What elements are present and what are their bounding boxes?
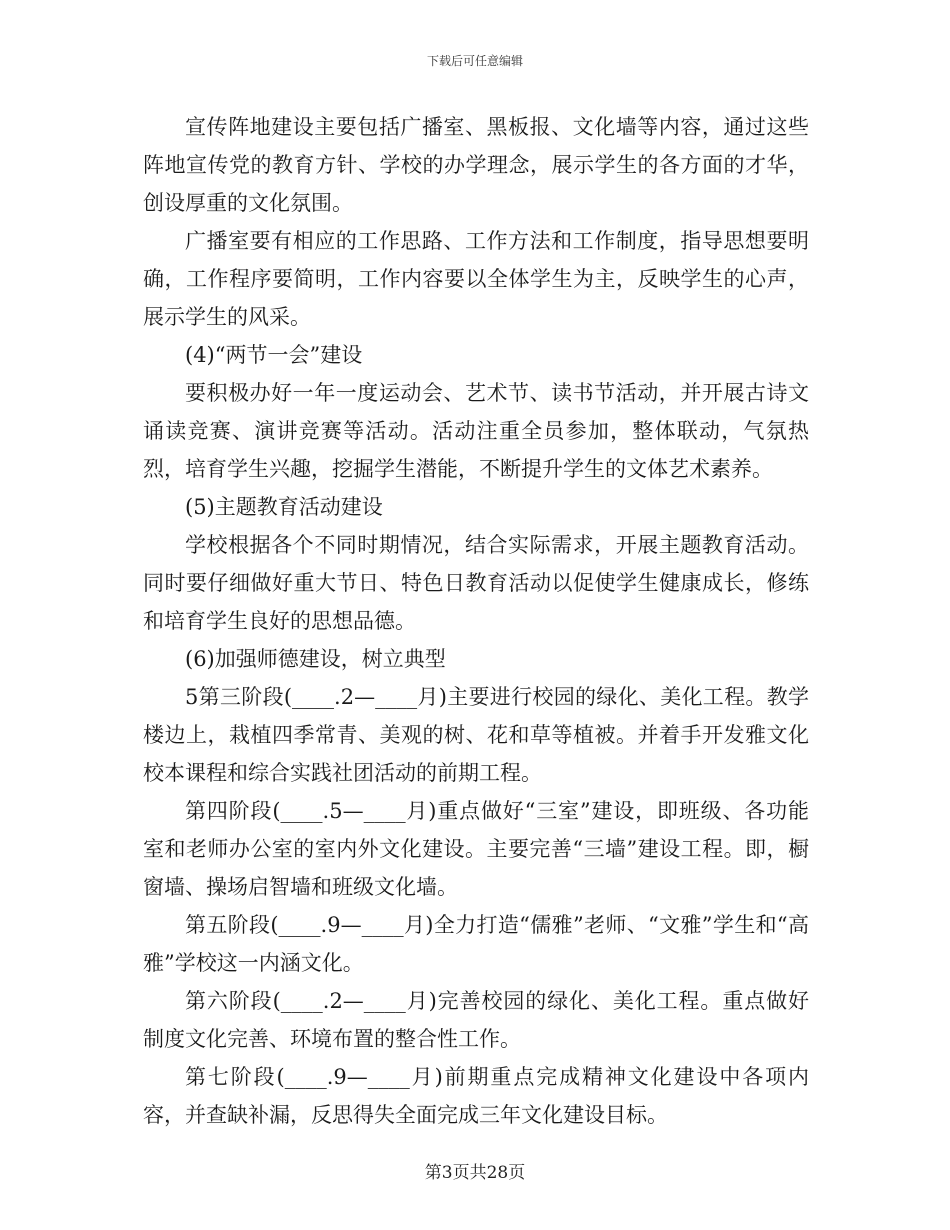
page-number: 第3页共28页 bbox=[424, 1163, 526, 1183]
paragraph-stage-three: 5第三阶段(____.2—____月)主要进行校园的绿化、美化工程。教学楼边上，栽植四季常青、美观的树、花和草等植被。并着手开发雅文化校本课程和综合实践社团活动的前期工程。 bbox=[143, 685, 809, 785]
paragraph-stage-seven: 第七阶段(____.9—____月)前期重点完成精神文化建设中各项内容，并查缺补漏，反思得失全面完成三年文化建设目标。 bbox=[143, 1065, 809, 1127]
heading-two-festivals: (4)“两节一会”建设 bbox=[185, 343, 363, 367]
paragraph-propaganda: 宣传阵地建设主要包括广播室、黑板报、文化墙等内容，通过这些阵地宣传党的教育方针、学校的办学理念，展示学生的各方面的才华，创设厚重的文化氛围。 bbox=[143, 115, 809, 215]
paragraph-stage-six: 第六阶段(____.2—____月)完善校园的绿化、美化工程。重点做好制度文化完善、环境布置的整合性工作。 bbox=[143, 989, 809, 1051]
paragraph-stage-five: 第五阶段(____.9—____月)全力打造“儒雅”老师、“文雅”学生和“高雅”学校这一内涵文化。 bbox=[143, 913, 809, 975]
heading-theme-education: (5)主题教育活动建设 bbox=[185, 495, 383, 519]
document-body bbox=[143, 108, 809, 1134]
paragraph-festivals: 要积极办好一年一度运动会、艺术节、读书节活动，并开展古诗文诵读竞赛、演讲竞赛等活动。活动注重全员参加，整体联动，气氛热烈，培育学生兴趣，挖掘学生潜能，不断提升学生的文体艺术素养。 bbox=[143, 381, 809, 481]
paragraph-broadcast-room: 广播室要有相应的工作思路、工作方法和工作制度，指导思想要明确，工作程序要简明，工作内容要以全体学生为主，反映学生的心声，展示学生的风采。 bbox=[143, 229, 809, 329]
paragraph-stage-four: 第四阶段(____.5—____月)重点做好“三室”建设，即班级、各功能室和老师办公室的室内外文化建设。主要完善“三墙”建设工程。即，橱窗墙、操场启智墙和班级文化墙。 bbox=[143, 799, 809, 899]
paragraph-theme-education: 学校根据各个不同时期情况，结合实际需求，开展主题教育活动。同时要仔细做好重大节日、特色日教育活动以促使学生健康成长，修练和培育学生良好的思想品德。 bbox=[143, 533, 809, 633]
heading-teacher-ethics: (6)加强师德建设，树立典型 bbox=[185, 647, 446, 671]
page-header: 下载后可任意编辑 bbox=[426, 54, 523, 68]
